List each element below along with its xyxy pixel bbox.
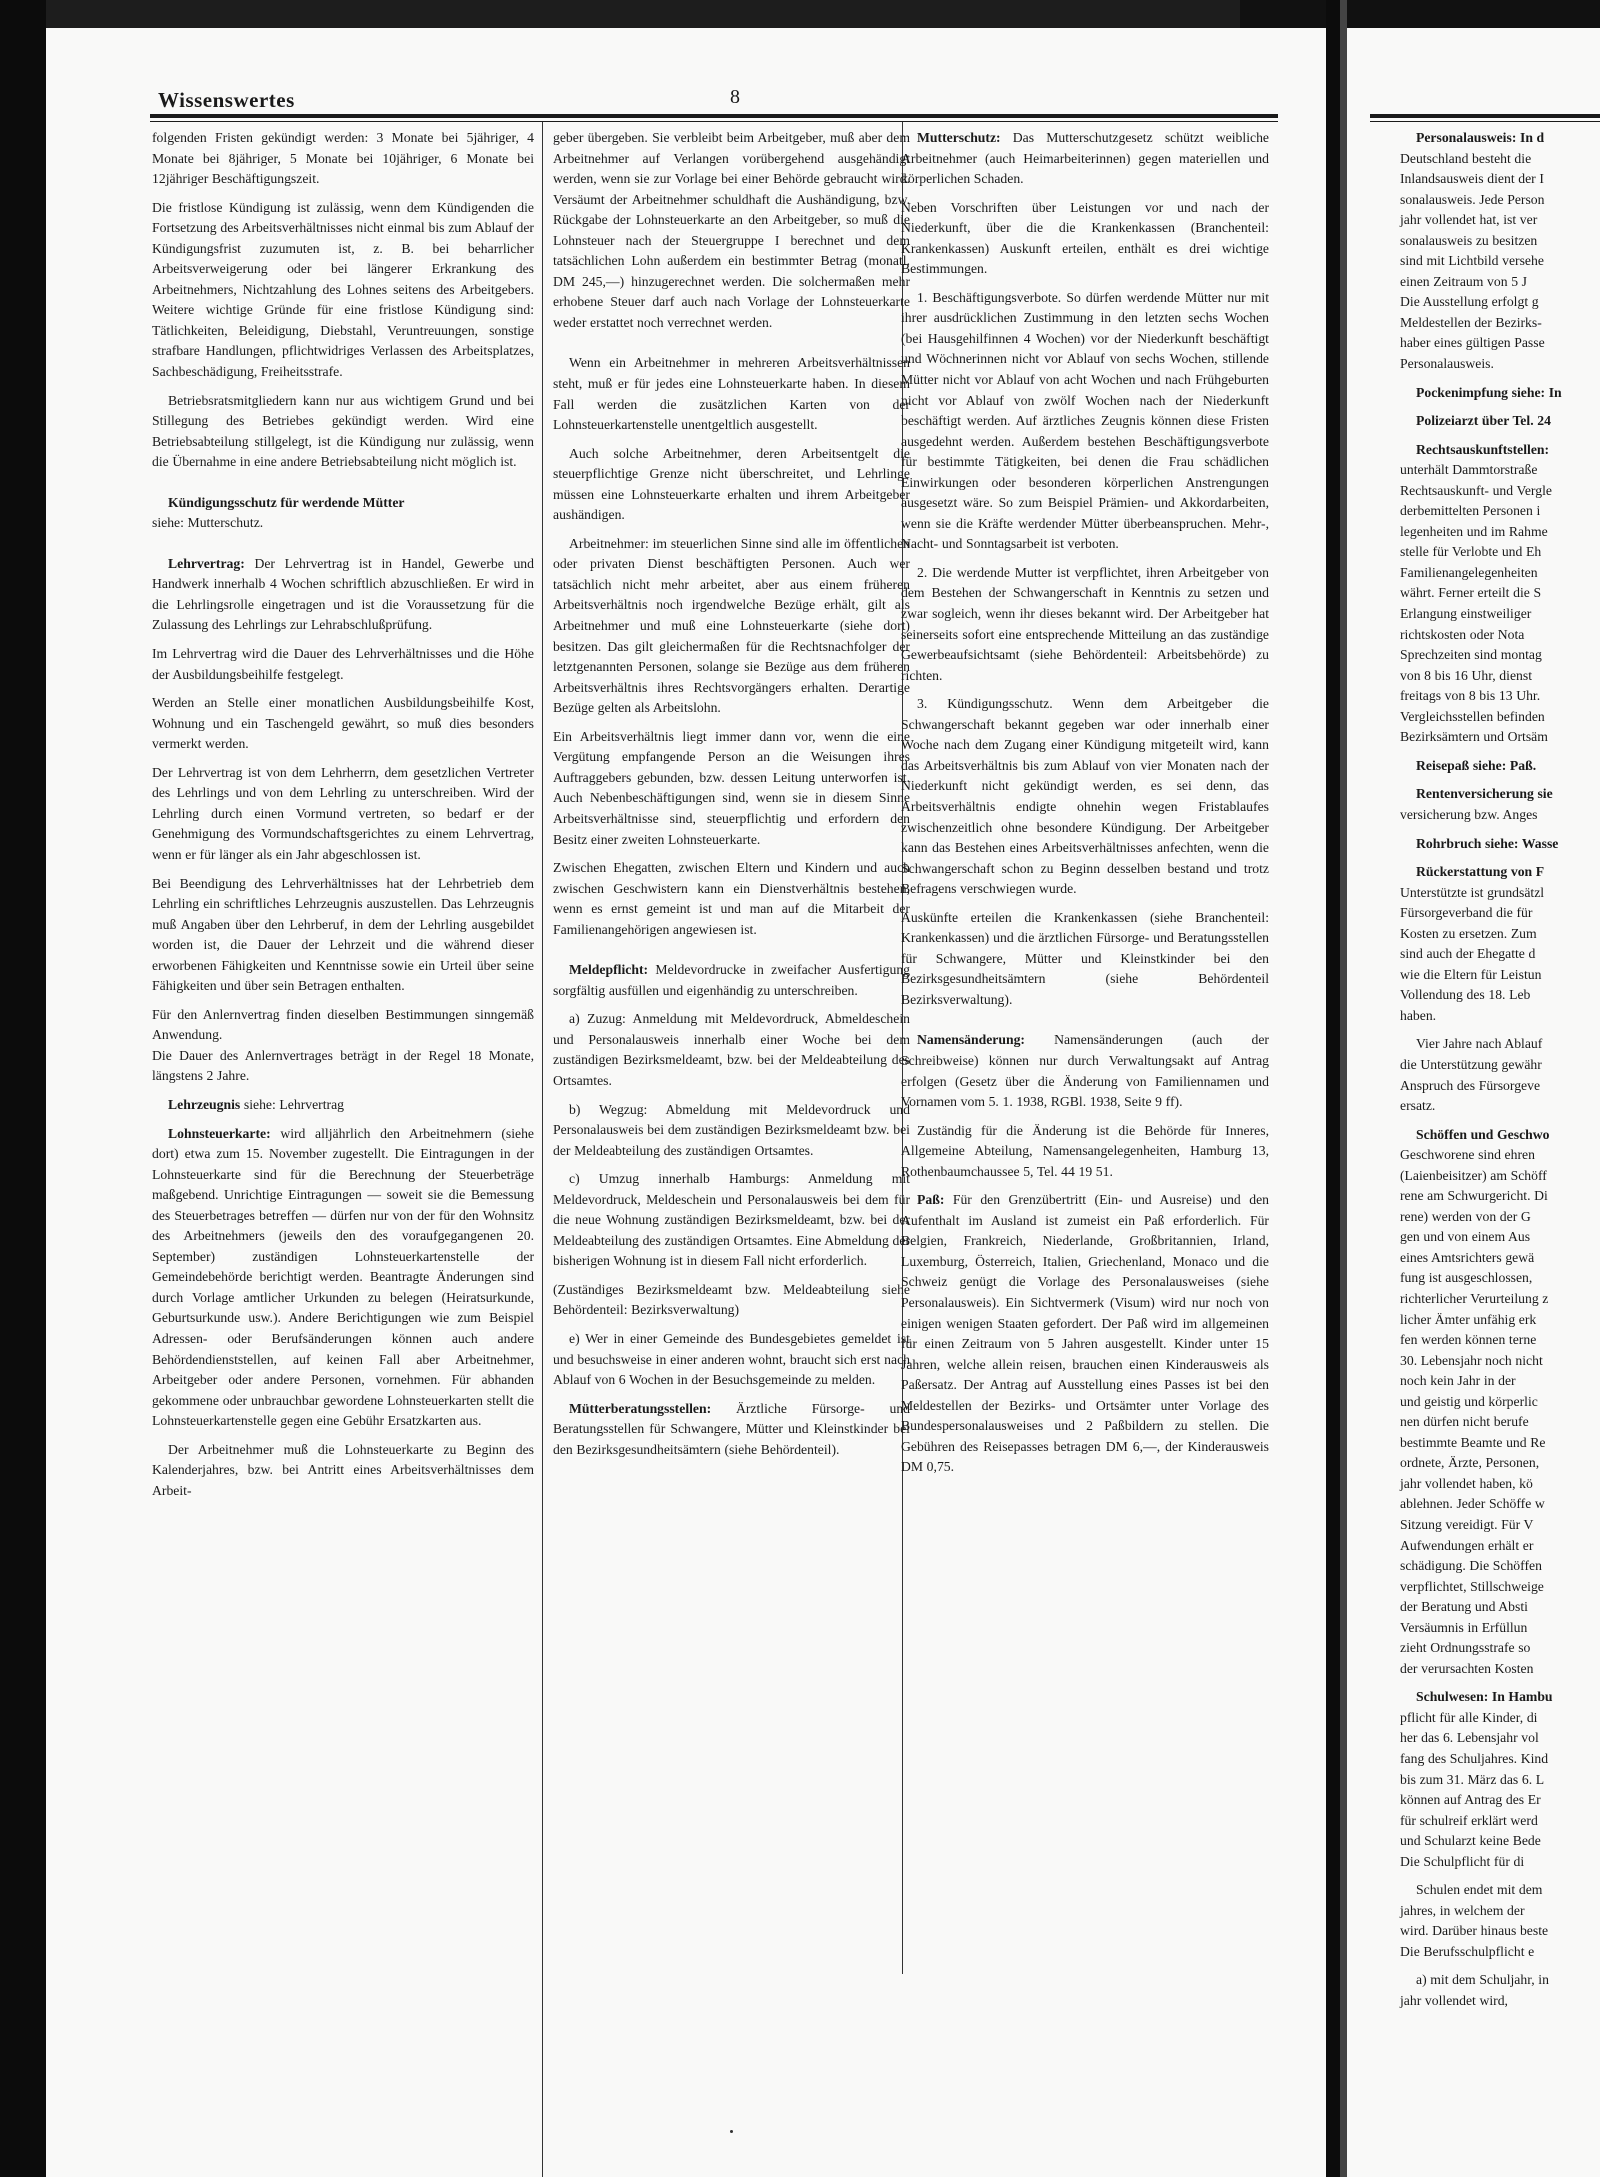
text-line: jahr vollendet hat, ist ver bbox=[1400, 212, 1538, 228]
paragraph: Wenn ein Arbeitnehmer in mehreren Arbeitsverhältnissen steht, muß er für jedes eine Lohnsteuerkarte haben. In diesem Fall werden die zusätzlichen Karten von der Lohnsteuerkartenstelle unentgeltlich ausgestellt. bbox=[553, 355, 910, 433]
entry-text: Für den Grenzübertritt (Ein- und Ausreise) und den Aufenthalt im Ausland ist zumeist ein Paß erforderlich. Für Belgien, Frankreich, Niederlande, Großbritannien, Irland, Luxemburg, Österreich, Italien, Griechenland, Monaco und die Schweiz genügt die Vorlage des Personalausweises (siehe Personalausweis). Ein Sichtvermerk (Visum) wird nur noch von einigen wenigen Staaten gefordert. Der Paß wird im allgemeinen für einen Zeitraum von 5 Jahren ausgestellt. Kinder unter 15 Jahren, welche allein reisen, brauchen einen Kinderausweis als Paßersatz. Der Antrag auf Ausstellung eines Passes ist bei den Meldestellen der Bezirks- und Ortsämter unter Vorlage des Bundespersonalausweises und 2 Paßbildern zu stellen. Die Gebühren des Reisepasses betragen DM 6,—, der Kinderausweis DM 0,75. bbox=[901, 1192, 1269, 1475]
paragraph: Werden an Stelle einer monatlichen Ausbildungsbeihilfe Kost, Wohnung und ein Taschengeld gewährt, so muß dies besonders vermerkt werden. bbox=[152, 695, 534, 752]
text-line: Die Berufsschulpflicht e bbox=[1400, 1943, 1535, 1959]
text-line: (Laienbeisitzer) am Schöff bbox=[1400, 1167, 1547, 1183]
text-line: derbemittelten Personen i bbox=[1400, 503, 1541, 519]
text-line: richtskosten oder Nota bbox=[1400, 626, 1525, 642]
header-rule-thin bbox=[150, 121, 1278, 122]
scan-border-top bbox=[0, 0, 1600, 28]
text-line: Bezirksämtern und Ortsäm bbox=[1400, 729, 1548, 745]
text-line: Rentenversicherung sie bbox=[1416, 786, 1553, 802]
text-line: Unterstützte ist grundsätzl bbox=[1400, 884, 1545, 900]
paragraph: b) Wegzug: Abmeldung mit Meldevordruck und Personalausweis bei dem zuständigen Bezirksmeldeamt bzw. bei der Meldeabteilung des zuständigen Ortsamtes. bbox=[553, 1101, 910, 1158]
text-line: Familienangelegenheiten bbox=[1400, 564, 1538, 580]
text-line: jahr vollendet wird, bbox=[1400, 1993, 1508, 2009]
text-line: und geistig und körperlic bbox=[1400, 1393, 1538, 1409]
text-line: Vergleichsstellen befinden bbox=[1400, 708, 1545, 724]
text-line: einen Zeitraum von 5 J bbox=[1400, 273, 1527, 289]
text-line: richterlicher Verurteilung z bbox=[1400, 1290, 1549, 1306]
entry-term: Lehrvertrag: bbox=[168, 555, 245, 571]
paragraph bbox=[553, 960, 910, 1001]
text-line: der verursachten Kosten bbox=[1400, 1660, 1534, 1676]
text-line: Vollendung des 18. Leb bbox=[1400, 987, 1531, 1003]
text-line: Schulwesen: In Hambu bbox=[1416, 1689, 1553, 1705]
text-line: nen dürfen nicht berufe bbox=[1400, 1414, 1529, 1430]
paragraph: Arbeitnehmer: im steuerlichen Sinne sind alle im öffentlichen oder privaten Dienst beschäftigten Personen. Auch wer tatsächlich nicht mehr arbeitet, aber aus einem früheren Arbeitsverhältnis noch irgendwelche Bezüge erhält, gilt als Arbeitnehmer und muß eine Lohnsteuerkarte (siehe dort) besitzen. Das gilt gleichermaßen für die Rechtsnachfolger der letztgenannten Personen, solange sie Bezüge aus dem früheren Arbeitsverhältnis ihres Rechtsvorgängers erhalten. Derartige Bezüge gelten als Arbeitslohn. bbox=[553, 535, 910, 716]
text-line: Reisepaß siehe: Paß. bbox=[1416, 757, 1537, 773]
paragraph bbox=[553, 1399, 910, 1461]
entry-term: Paß: bbox=[917, 1192, 945, 1208]
right-page-header-rule bbox=[1370, 114, 1600, 118]
paragraph: 2. Die werdende Mutter ist verpflichtet, ihren Arbeitgeber von dem Bestehen der Schwangerschaft in Kenntnis zu setzen und zwar sogleich, wenn ihr dieses bekannt wird. Der Arbeitgeber hat seinerseits sofort eine entsprechende Mitteilung an das zuständige Gewerbeaufsichtsamt (siehe Behördenteil: Arbeitsbehörde) zu richten. bbox=[901, 564, 1269, 683]
text-line: bestimmte Beamte und Re bbox=[1400, 1434, 1546, 1450]
text-line: noch kein Jahr in der bbox=[1400, 1373, 1516, 1389]
text-line: Rohrbruch siehe: Wasse bbox=[1416, 835, 1559, 851]
text-line: a) mit dem Schuljahr, in bbox=[1416, 1972, 1549, 1988]
paragraph: Der Arbeitnehmer muß die Lohnsteuerkarte zu Beginn des Kalenderjahres, bzw. bei Antritt eines Arbeitsverhältnisses dem Arbeit- bbox=[152, 1441, 534, 1498]
paragraph: Zwischen Ehegatten, zwischen Eltern und Kindern und auch zwischen Geschwistern kann ein Dienstverhältnis bestehen, wenn es ernst gemeint ist und man auf die Mitarbeit der Familienangehörigen angewiesen ist. bbox=[553, 860, 910, 937]
text-line: sonalausweis. Jede Person bbox=[1400, 191, 1545, 207]
entry-term: Namensänderung: bbox=[917, 1032, 1025, 1048]
paragraph bbox=[152, 1095, 534, 1116]
paragraph: Der Lehrvertrag ist von dem Lehrherrn, dem gesetzlichen Vertreter des Lehrlings und von dem Lehrling zu unterschreiben. Wird der Lehrling durch einen Vormund vertreten, so bedarf er der Genehmigung des Vormundschaftsgerichtes zu einem Lehrvertrag, wenn er für länger als ein Jahr abgeschlossen ist. bbox=[152, 764, 534, 862]
paragraph bbox=[901, 1190, 1269, 1478]
text-line: für schulreif erklärt werd bbox=[1400, 1812, 1538, 1828]
paragraph: (Zuständiges Bezirksmeldeamt bzw. Meldeabteilung siehe Behördenteil: Bezirksverwaltung) bbox=[553, 1281, 910, 1318]
paragraph: Auskünfte erteilen die Krankenkassen (siehe Branchenteil: Krankenkassen) und die ärztlichen Fürsorge- und Beratungsstellen für Schwangere, Mütter und Kleinstkinder bei den Bezirksgesundheitsämtern (siehe Behördenteil Bezirksverwaltung). bbox=[901, 909, 1269, 1007]
text-line: währt. Ferner erteilt die S bbox=[1400, 585, 1542, 601]
text-line: sonalausweis zu besitzen bbox=[1400, 232, 1538, 248]
paragraph: Im Lehrvertrag wird die Dauer des Lehrverhältnisses und die Höhe der Ausbildungsbeihilfe festgelegt. bbox=[152, 646, 534, 682]
heading bbox=[152, 493, 534, 514]
text-line: jahr vollendet haben, kö bbox=[1400, 1475, 1533, 1491]
text-column-2 bbox=[553, 128, 910, 1468]
text-line: Inlandsausweis dient der I bbox=[1400, 171, 1544, 187]
text-line: 30. Lebensjahr noch nicht bbox=[1400, 1352, 1543, 1368]
text-line: Pockenimpfung siehe: In bbox=[1416, 384, 1562, 400]
text-line: eines Amtsrichters gewä bbox=[1400, 1249, 1535, 1265]
text-line: Rückerstattung von F bbox=[1416, 864, 1545, 880]
text-line: haben. bbox=[1400, 1007, 1437, 1023]
text-line: sind auch der Ehegatte d bbox=[1400, 946, 1536, 962]
text-line: Fürsorgeverband die für bbox=[1400, 905, 1533, 921]
text-line: wird. Darüber hinaus beste bbox=[1400, 1923, 1549, 1939]
section-title: Wissenswertes bbox=[158, 88, 295, 112]
cross-reference: siehe: Mutterschutz. bbox=[152, 515, 264, 531]
text-line: Geschworene sind ehren bbox=[1400, 1147, 1535, 1163]
text-line: Polizeiarzt über Tel. 24 bbox=[1416, 413, 1551, 429]
paragraph: a) Zuzug: Anmeldung mit Meldevordruck, Abmeldeschein und Personalausweis innerhalb einer Woche bei dem zuständigen Bezirksmeldeamt, bzw. bei der Meldeabteilung des Ortsamtes. bbox=[553, 1011, 910, 1088]
column-divider bbox=[542, 122, 543, 2177]
text-line: Die Schulpflicht für di bbox=[1400, 1853, 1525, 1869]
text-line: rene) werden von der G bbox=[1400, 1208, 1531, 1224]
book-gutter bbox=[1326, 0, 1340, 2177]
text-line: versicherung bzw. Anges bbox=[1400, 806, 1538, 822]
entry-text: Meldevordrucke in zweifacher Ausfertigung sorgfältig ausfüllen und eigenhändig zu unterschreiben. bbox=[553, 962, 911, 998]
paragraph: geber übergeben. Sie verbleibt beim Arbeitgeber, muß aber dem Arbeitnehmer auf Verlangen vorübergehend ausgehändigt werden, wenn sie zur Vorlage bei einer Behörde gebraucht wird. Versäumt der Arbeitnehmer schuldhaft die Aushändigung, bzw. Rückgabe der Lohnsteuerkarte an den Arbeitgeber, so muß die Lohnsteuer nach der Steuergruppe I berechnet und dem tatsächlichen Lohn außerdem ein bestimmter Betrag (monatl. DM 245,—) hinzugerechnet werden. Die solchermaßen mehr erhobene Steuer darf auch nach Vorlage der Lohnsteuerkarte weder erstattet noch verrechnet werden. bbox=[553, 130, 910, 330]
text-line: legenheiten und im Rahme bbox=[1400, 523, 1548, 539]
text-line: stelle für Verlobte und Eh bbox=[1400, 544, 1542, 560]
paragraph bbox=[152, 554, 534, 636]
text-line: ordnete, Ärzte, Personen, bbox=[1400, 1455, 1540, 1471]
entry-text: Der Lehrvertrag ist in Handel, Gewerbe und Handwerk innerhalb 4 Wochen schriftlich abzuschließen. Er wird in die Lehrlingsrolle eingetragen und ist die Voraussetzung für die Zulassung des Lehrlings zur Lehrabschlußprüfung. bbox=[152, 555, 534, 633]
text-line: Deutschland besteht die bbox=[1400, 150, 1532, 166]
text-line: Rechtsauskunft- und Vergle bbox=[1400, 482, 1552, 498]
paragraph bbox=[901, 1030, 1269, 1112]
print-speck bbox=[730, 2130, 733, 2133]
paragraph bbox=[152, 1124, 534, 1432]
text-line: Schöffen und Geschwo bbox=[1416, 1126, 1550, 1142]
entry-text: Namensänderungen (auch der Schreibweise) können nur durch Verwaltungsakt auf Antrag erfolgen (Gesetz über die Änderung von Familiennamen und Vornamen vom 5. 1. 1938, RGBl. 1938, Seite 9 ff). bbox=[901, 1032, 1269, 1110]
text-line: rene am Schwurgericht. Di bbox=[1400, 1188, 1548, 1204]
text-line: Kosten zu ersetzen. Zum bbox=[1400, 925, 1537, 941]
paragraph: Auch solche Arbeitnehmer, deren Arbeitsentgelt die steuerpflichtige Grenze nicht überschreitet, und Lehrlinge müssen eine Lohnsteuerkarte erhalten und ihrem Arbeitgeber aushändigen. bbox=[553, 445, 910, 523]
paragraph: 1. Beschäftigungsverbote. So dürfen werdende Mütter nur mit ihrer ausdrücklichen Zustimmung in den letzten sechs Wochen (bei Hausgehilfinnen 4 Wochen) vor der Niederkunft beschäftigt und Wöchnerinnen nicht vor Ablauf von sechs Wochen, stillende Mütter nicht vor Ablauf von acht Wochen und nach Frühgeburten nicht vor Ablauf von zwölf Wochen nach der Niederkunft beschäftigt werden. Auf ärztliches Zeugnis können diese Fristen ausgedehnt werden. Außerdem bestehen Beschäftigungsverbote für bestimmte Tätigkeiten, bei denen die Frau schädlichen Einwirkungen oder besonderen körperlichen Anstrengungen ausgesetzt wäre. So zum Beispiel Prämien- und Akkordarbeiten, wenn sie die Kräfte werdender Mütter überbeanspruchen. Mehr-, Nacht- und Sonntagsarbeit ist verboten. bbox=[901, 289, 1269, 552]
paragraph: Ein Arbeitsverhältnis liegt immer dann vor, wenn die eine Vergütung empfangende Person an die Weisungen ihres Auftraggebers gebunden, bzw. dessen Leitung unterworfen ist. Auch Nebenbeschäftigungen sind, wenn sie in diesem Sinne Arbeitsverhältnisse sind, steuerpflichtig und erfordern den Besitz einer zweiten Lohnsteuerkarte. bbox=[553, 728, 910, 847]
entry-term: Lehrzeugnis bbox=[168, 1096, 241, 1112]
page-number: 8 bbox=[730, 86, 740, 108]
text-line: licher Ämter unfähig erk bbox=[1400, 1311, 1537, 1327]
text-line: wie die Eltern für Leistun bbox=[1400, 966, 1542, 982]
entry-text: wird alljährlich den Arbeitnehmern (siehe dort) etwa zum 15. November zugestellt. Die Eintragungen in der Lohnsteuerkarte sind für die Berechnung der Steuerbeträge maßgebend. Unrichtige Eintragungen — soweit sie die Bemessung des Steuerbetrages betreffen — dürfen nur von der für den Wohnsitz des Arbeitnehmers (jeweils den des voraufgegangenen 20. September) zuständigen Lohnsteuerkartenstelle der Gemeindebehörde berichtigt werden. Beantragte Änderungen sind durch Vorlage amtlicher Urkunden zu belegen (Heiratsurkunde, Geburtsurkunde usw.). Andere Berichtigungen wie zum Beispiel Adressen- oder Berufsänderungen können auch andere Behördendienststellen, auf keinen Fall aber Arbeitnehmer, Arbeitgeber oder andere Personen, vornehmen. Für abhanden gekommene oder unbrauchbar gewordene Lohnsteuerkarten stellt die Lohnsteuerkartenstelle gegen eine Gebühr Ersatzkarten aus. bbox=[152, 1125, 535, 1429]
entry-term: Mütterberatungsstellen: bbox=[569, 1400, 712, 1416]
text-line: Meldestellen der Bezirks- bbox=[1400, 314, 1542, 330]
text-line: Sitzung vereidigt. Für V bbox=[1400, 1517, 1534, 1532]
text-line: unterhält Dammtorstraße bbox=[1400, 462, 1538, 478]
paragraph: Bei Beendigung des Lehrverhältnisses hat der Lehrbetrieb dem Lehrling ein schriftliches Lehrzeugnis auszustellen. Das Lehrzeugnis muß Angaben über den Lehrberuf, in dem der Lehrling ausgebildet worden ist, die Dauer der Lehrzeit und die während dieser erworbenen Fähigkeiten und Kenntnisse sowie ein Urteil über seine Fähigkeiten und über sein Betragen enthalten. bbox=[152, 875, 534, 994]
text-line: Schulen endet mit dem bbox=[1416, 1882, 1543, 1898]
text-line: der Beratung und Absti bbox=[1400, 1599, 1528, 1615]
text-line: Versäumnis in Erfüllun bbox=[1400, 1619, 1528, 1635]
text-line: fung ist ausgeschlossen, bbox=[1400, 1270, 1533, 1286]
text-line: und Schularzt keine Bede bbox=[1400, 1833, 1541, 1849]
paragraph: 3. Kündigungsschutz. Wenn dem Arbeitgeber die Schwangerschaft bekannt gegeben war oder innerhalb einer Woche nach dem Zugang einer Kündigung mitgeteilt wird, kann das Arbeitsverhältnis bis zum Ablauf von vier Monaten nach der Niederkunft nicht gekündigt werden, es sei denn, das Arbeitsverhältnis endigte ohnehin wegen Fristablaufes zwischenzeitlich ohne besondere Kündigung. Der Arbeitgeber kann das Bestehen eines Arbeitsverhältnisses anfechten, wenn die Schwangerschaft schon zu Beginn desselben bestand und trotz Befragens verschwiegen wurde. bbox=[901, 696, 1269, 897]
text-line: ersatz. bbox=[1400, 1098, 1436, 1114]
text-line: von 8 bis 16 Uhr, dienst bbox=[1400, 667, 1532, 683]
paragraph: Betriebsratsmitgliedern kann nur aus wichtigem Grund und bei Stillegung des Betriebes gekündigt werden. Wird eine Betriebsabteilung stillgelegt, ist die Kündigung nur zulässig, wenn die Übernahme in eine andere Betriebsabteilung nicht möglich ist. bbox=[152, 392, 534, 470]
text-line: bis zum 31. März das 6. L bbox=[1400, 1771, 1545, 1787]
heading-text: Kündigungsschutz für werdende Mütter bbox=[168, 494, 405, 510]
text-line: Sprechzeiten sind montag bbox=[1400, 647, 1542, 663]
text-line: gen und von einem Aus bbox=[1400, 1229, 1531, 1245]
paragraph: Neben Vorschriften über Leistungen vor und nach der Niederkunft, über die die Krankenkassen (Branchenteil: Krankenkassen) Auskunft erteilen, enthält es drei wichtige Bestimmungen. bbox=[901, 199, 1269, 277]
paragraph: e) Wer in einer Gemeinde des Bundesgebietes gemeldet ist und besuchsweise in einer anderen wohnt, braucht sich erst nach Ablauf von 6 Wochen in der Besuchsgemeinde zu melden. bbox=[553, 1330, 910, 1388]
text-line: jahres, in welchem der bbox=[1400, 1902, 1525, 1918]
entry-text: Das Mutterschutzgesetz schützt weibliche Arbeitnehmer (auch Heimarbeiterinnen) gegen materiellen und körperlichen Schaden. bbox=[901, 130, 1269, 187]
text-line: freitags von 8 bis 13 Uhr. bbox=[1400, 688, 1541, 704]
text-line: schädigung. Die Schöffen bbox=[1400, 1558, 1542, 1574]
text-line: können auf Antrag des Er bbox=[1400, 1792, 1541, 1808]
text-column-1 bbox=[152, 128, 534, 1509]
text-line: her das 6. Lebensjahr vol bbox=[1400, 1730, 1539, 1746]
paragraph: c) Umzug innerhalb Hamburgs: Anmeldung mit Meldevordruck, Meldeschein und Personalausweis bei dem für die neue Wohnung zuständigen Bezirksmeldeamt, bzw. bei der Meldeabteilung des zuständigen Ortsamtes. Eine Abmeldung der bisherigen Wohnung ist in diesem Fall nicht erforderlich. bbox=[553, 1171, 910, 1269]
text-line: die Unterstützung gewähr bbox=[1400, 1056, 1542, 1072]
text-line: Personalausweis. bbox=[1400, 356, 1494, 372]
entry-text: Ärztliche Fürsorge- und Beratungsstellen für Schwangere, Mütter und Kleinstkinder bei den Bezirksgesundheitsämtern (siehe Behördenteil). bbox=[553, 1400, 911, 1457]
paragraph: Zuständig für die Änderung ist die Behörde für Inneres, Allgemeine Abteilung, Namensangelegenheiten, Hamburg 13, Rothenbaumchaussee 5, Tel. 44 19 51. bbox=[901, 1122, 1269, 1179]
text-line: ablehnen. Jeder Schöffe w bbox=[1400, 1496, 1545, 1512]
paragraph bbox=[901, 128, 1269, 190]
text-line: Die Ausstellung erfolgt g bbox=[1400, 294, 1539, 310]
paragraph: folgenden Fristen gekündigt werden: 3 Monate bei 5jähriger, 4 Monate bei 8jähriger, 5 Monate bei 10jähriger, 6 Monate bei 12jähriger Beschäftigungszeit. bbox=[152, 130, 534, 187]
paragraph: Für den Anlernvertrag finden dieselben Bestimmungen sinngemäß Anwendung. bbox=[152, 1006, 534, 1043]
scan-border-left bbox=[0, 0, 46, 2177]
text-line: verpflichtet, Stillschweige bbox=[1400, 1578, 1544, 1594]
text-line: pflicht für alle Kinder, di bbox=[1400, 1709, 1538, 1725]
entry-term: Mutterschutz: bbox=[917, 130, 1001, 145]
entry-text: siehe: Lehrvertrag bbox=[243, 1096, 345, 1112]
header-rule bbox=[150, 114, 1278, 118]
text-column-3 bbox=[901, 128, 1269, 1486]
text-line: Personalausweis: In d bbox=[1416, 130, 1545, 145]
text-line: fang des Schuljahres. Kind bbox=[1400, 1751, 1549, 1767]
text-line: zieht Ordnungsstrafe so bbox=[1400, 1640, 1531, 1656]
text-line: Anspruch des Fürsorgeve bbox=[1400, 1077, 1541, 1093]
text-line: fen werden können terne bbox=[1400, 1332, 1537, 1348]
text-column-right-page bbox=[1400, 128, 1600, 2012]
text-line: sind mit Lichtbild versehe bbox=[1400, 253, 1544, 269]
text-line: Vier Jahre nach Ablauf bbox=[1416, 1036, 1543, 1052]
right-page-header-rule-thin bbox=[1370, 121, 1600, 122]
entry-term: Lohnsteuerkarte: bbox=[168, 1125, 271, 1141]
text-line: Erlangung einstweiliger bbox=[1400, 606, 1532, 622]
book-gutter-shadow bbox=[1340, 0, 1347, 2177]
paragraph: Die fristlose Kündigung ist zulässig, wenn dem Kündigenden die Fortsetzung des Arbeitsverhältnisses nicht einmal bis zum Ablauf der Kündigungsfrist zuzumuten ist, z. B. bei beharrlicher Arbeitsverweigerung oder bei längerer Erkrankung des Arbeitnehmers, Nichtzahlung des Lohnes seitens des Arbeitgebers. Weitere wichtige Gründe für eine fristlose Kündigung sind: Tätlichkeiten, Beleidigung, Diebstahl, Veruntreuungen, sonstige strafbare Handlungen, pflichtwidriges Verlassen des Arbeitsplatzes, Sachbeschädigung, Freiheitsstrafe. bbox=[152, 199, 534, 380]
entry-term: Meldepflicht: bbox=[569, 962, 649, 978]
text-line: Rechtsauskunftstellen: bbox=[1416, 441, 1550, 457]
paragraph: Die Dauer des Anlernvertrages beträgt in der Regel 18 Monate, längstens 2 Jahre. bbox=[152, 1047, 534, 1084]
text-line: haber eines gültigen Passe bbox=[1400, 335, 1545, 351]
text-line: Aufwendungen erhält er bbox=[1400, 1537, 1534, 1553]
